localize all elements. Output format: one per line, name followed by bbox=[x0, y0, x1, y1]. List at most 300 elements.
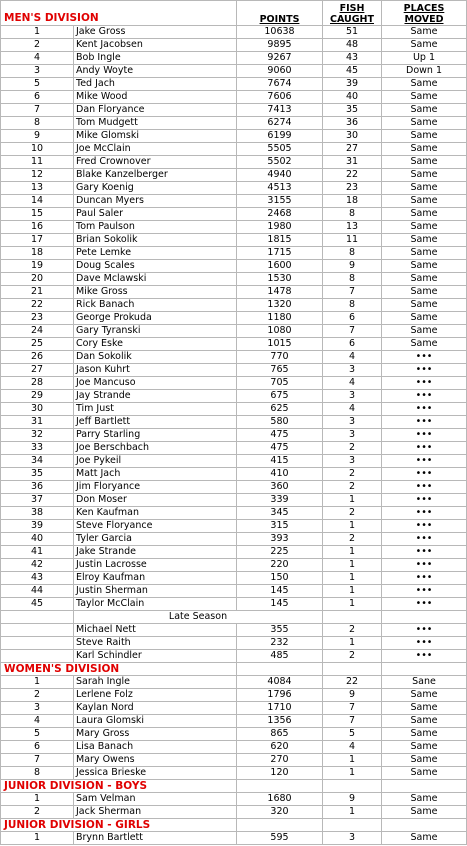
name-cell: Dan Floryance bbox=[74, 104, 237, 117]
rank-cell: 1 bbox=[1, 793, 74, 806]
points-cell: 865 bbox=[237, 728, 323, 741]
rank-cell: 4 bbox=[1, 715, 74, 728]
name-cell: Steve Floryance bbox=[74, 520, 237, 533]
table-row bbox=[1, 494, 467, 507]
table-row bbox=[1, 156, 467, 169]
points-cell: 1320 bbox=[237, 299, 323, 312]
fish-cell: 1 bbox=[323, 546, 382, 559]
late-season-row bbox=[1, 611, 467, 624]
points-cell: 120 bbox=[237, 767, 323, 780]
rank-cell: 6 bbox=[1, 741, 74, 754]
points-cell: 415 bbox=[237, 455, 323, 468]
fish-cell: 2 bbox=[323, 481, 382, 494]
empty-cell bbox=[323, 780, 382, 793]
rank-cell: 8 bbox=[1, 767, 74, 780]
points-cell: 4084 bbox=[237, 676, 323, 689]
fish-cell: 1 bbox=[323, 520, 382, 533]
name-cell: Mike Wood bbox=[74, 91, 237, 104]
points-cell: 150 bbox=[237, 572, 323, 585]
name-cell: Joe Mancuso bbox=[74, 377, 237, 390]
table-row bbox=[1, 624, 467, 637]
points-cell: 580 bbox=[237, 416, 323, 429]
name-cell: Jeff Bartlett bbox=[74, 416, 237, 429]
table-row bbox=[1, 442, 467, 455]
places-moved-cell: Same bbox=[382, 702, 467, 715]
places-moved-cell: ••• bbox=[382, 481, 467, 494]
rank-cell: 21 bbox=[1, 286, 74, 299]
points-cell: 475 bbox=[237, 442, 323, 455]
points-cell: 1015 bbox=[237, 338, 323, 351]
places-moved-cell: Same bbox=[382, 234, 467, 247]
rank-cell: 44 bbox=[1, 585, 74, 598]
table-row bbox=[1, 312, 467, 325]
places-moved-cell: ••• bbox=[382, 468, 467, 481]
header-row bbox=[1, 1, 467, 26]
fish-cell: 7 bbox=[323, 286, 382, 299]
fish-cell: 2 bbox=[323, 624, 382, 637]
places-moved-cell: ••• bbox=[382, 494, 467, 507]
table-row bbox=[1, 403, 467, 416]
fish-cell: 9 bbox=[323, 689, 382, 702]
name-cell: Mike Glomski bbox=[74, 130, 237, 143]
table-row bbox=[1, 650, 467, 663]
places-moved-cell: ••• bbox=[382, 442, 467, 455]
empty-cell bbox=[382, 819, 467, 832]
rank-cell: 10 bbox=[1, 143, 74, 156]
points-cell: 675 bbox=[237, 390, 323, 403]
table-row bbox=[1, 416, 467, 429]
table-row bbox=[1, 598, 467, 611]
rank-cell: 7 bbox=[1, 104, 74, 117]
points-cell: 355 bbox=[237, 624, 323, 637]
points-cell: 1600 bbox=[237, 260, 323, 273]
rank-cell bbox=[1, 637, 74, 650]
rank-cell: 39 bbox=[1, 520, 74, 533]
empty-cell bbox=[382, 663, 467, 676]
name-cell: Ken Kaufman bbox=[74, 507, 237, 520]
name-cell: Brynn Bartlett bbox=[74, 832, 237, 845]
section-title-mens: MEN'S DIVISION bbox=[1, 1, 237, 26]
table-row bbox=[1, 468, 467, 481]
places-moved-cell: Same bbox=[382, 156, 467, 169]
name-cell: Lisa Banach bbox=[74, 741, 237, 754]
points-cell: 3155 bbox=[237, 195, 323, 208]
places-moved-cell: ••• bbox=[382, 546, 467, 559]
rank-cell: 28 bbox=[1, 377, 74, 390]
points-cell: 5505 bbox=[237, 143, 323, 156]
rank-cell: 38 bbox=[1, 507, 74, 520]
rank-cell: 45 bbox=[1, 598, 74, 611]
empty-cell bbox=[323, 663, 382, 676]
points-cell: 1710 bbox=[237, 702, 323, 715]
places-moved-cell: ••• bbox=[382, 585, 467, 598]
fish-cell: 7 bbox=[323, 715, 382, 728]
name-cell: Don Moser bbox=[74, 494, 237, 507]
places-moved-cell: Same bbox=[382, 208, 467, 221]
places-moved-cell: Same bbox=[382, 325, 467, 338]
table-row bbox=[1, 104, 467, 117]
table-row bbox=[1, 520, 467, 533]
fish-cell: 7 bbox=[323, 325, 382, 338]
name-cell: Blake Kanzelberger bbox=[74, 169, 237, 182]
name-cell: Tom Paulson bbox=[74, 221, 237, 234]
name-cell: Parry Starling bbox=[74, 429, 237, 442]
section-title-junior-boys: JUNIOR DIVISION - BOYS bbox=[1, 780, 237, 793]
rank-cell: 5 bbox=[1, 728, 74, 741]
places-moved-cell: Same bbox=[382, 26, 467, 39]
table-row bbox=[1, 299, 467, 312]
points-cell: 2468 bbox=[237, 208, 323, 221]
points-cell: 9895 bbox=[237, 39, 323, 52]
rank-cell: 2 bbox=[1, 689, 74, 702]
name-cell: Duncan Myers bbox=[74, 195, 237, 208]
places-moved-cell: Same bbox=[382, 312, 467, 325]
table-row bbox=[1, 741, 467, 754]
rank-cell: 14 bbox=[1, 195, 74, 208]
name-cell: Dave Mclawski bbox=[74, 273, 237, 286]
points-cell: 270 bbox=[237, 754, 323, 767]
fish-cell: 8 bbox=[323, 208, 382, 221]
name-cell: Kent Jacobsen bbox=[74, 39, 237, 52]
name-cell: Gary Tyranski bbox=[74, 325, 237, 338]
name-cell: Mary Owens bbox=[74, 754, 237, 767]
table-row bbox=[1, 585, 467, 598]
table-row bbox=[1, 364, 467, 377]
places-moved-cell: ••• bbox=[382, 455, 467, 468]
places-moved-cell: ••• bbox=[382, 533, 467, 546]
places-moved-cell: Same bbox=[382, 78, 467, 91]
places-moved-cell: ••• bbox=[382, 377, 467, 390]
name-cell: Joe McClain bbox=[74, 143, 237, 156]
points-cell: 1180 bbox=[237, 312, 323, 325]
rank-cell: 42 bbox=[1, 559, 74, 572]
name-cell: Bob Ingle bbox=[74, 52, 237, 65]
fish-cell: 2 bbox=[323, 533, 382, 546]
name-cell: Steve Raith bbox=[74, 637, 237, 650]
section-header-row bbox=[1, 663, 467, 676]
points-cell: 765 bbox=[237, 364, 323, 377]
points-cell: 225 bbox=[237, 546, 323, 559]
fish-cell: 1 bbox=[323, 585, 382, 598]
places-moved-cell: Same bbox=[382, 91, 467, 104]
points-cell: 1715 bbox=[237, 247, 323, 260]
table-row bbox=[1, 221, 467, 234]
rank-cell: 27 bbox=[1, 364, 74, 377]
empty-cell bbox=[237, 663, 323, 676]
rank-cell: 34 bbox=[1, 455, 74, 468]
name-cell: Justin Lacrosse bbox=[74, 559, 237, 572]
rank-cell: 6 bbox=[1, 91, 74, 104]
fish-cell: 4 bbox=[323, 377, 382, 390]
table-row bbox=[1, 832, 467, 845]
rank-cell: 16 bbox=[1, 221, 74, 234]
header-fish-caught: FISH CAUGHT bbox=[323, 1, 382, 26]
fish-cell: 30 bbox=[323, 130, 382, 143]
section-title-junior-girls: JUNIOR DIVISION - GIRLS bbox=[1, 819, 237, 832]
rank-cell: 3 bbox=[1, 702, 74, 715]
name-cell: Elroy Kaufman bbox=[74, 572, 237, 585]
rank-cell: 26 bbox=[1, 351, 74, 364]
points-cell: 1680 bbox=[237, 793, 323, 806]
fish-cell: 5 bbox=[323, 728, 382, 741]
rank-cell: 30 bbox=[1, 403, 74, 416]
fish-cell: 9 bbox=[323, 793, 382, 806]
table-row bbox=[1, 247, 467, 260]
table-row bbox=[1, 234, 467, 247]
points-cell: 1080 bbox=[237, 325, 323, 338]
table-row bbox=[1, 39, 467, 52]
rank-cell: 35 bbox=[1, 468, 74, 481]
places-moved-cell: Same bbox=[382, 728, 467, 741]
places-moved-cell: Same bbox=[382, 806, 467, 819]
fish-cell: 18 bbox=[323, 195, 382, 208]
table-row bbox=[1, 260, 467, 273]
table-row bbox=[1, 26, 467, 39]
rank-cell: 7 bbox=[1, 754, 74, 767]
name-cell: Taylor McClain bbox=[74, 598, 237, 611]
name-cell: Tom Mudgett bbox=[74, 117, 237, 130]
places-moved-cell: Same bbox=[382, 182, 467, 195]
table-row bbox=[1, 143, 467, 156]
name-cell: Jake Gross bbox=[74, 26, 237, 39]
fish-cell: 22 bbox=[323, 676, 382, 689]
name-cell: Tyler Garcia bbox=[74, 533, 237, 546]
points-cell: 1980 bbox=[237, 221, 323, 234]
points-cell: 9267 bbox=[237, 52, 323, 65]
points-cell: 9060 bbox=[237, 65, 323, 78]
rank-cell: 11 bbox=[1, 156, 74, 169]
table-row bbox=[1, 728, 467, 741]
places-moved-cell: ••• bbox=[382, 364, 467, 377]
places-moved-cell: Same bbox=[382, 689, 467, 702]
empty-cell bbox=[237, 819, 323, 832]
table-row bbox=[1, 481, 467, 494]
fish-cell: 2 bbox=[323, 507, 382, 520]
places-moved-cell: Same bbox=[382, 338, 467, 351]
places-moved-cell: ••• bbox=[382, 351, 467, 364]
places-moved-cell: Same bbox=[382, 715, 467, 728]
rank-cell: 1 bbox=[1, 26, 74, 39]
fish-cell: 9 bbox=[323, 260, 382, 273]
table-row bbox=[1, 377, 467, 390]
rank-cell: 18 bbox=[1, 247, 74, 260]
rank-cell: 12 bbox=[1, 169, 74, 182]
table-row bbox=[1, 130, 467, 143]
places-moved-cell: Up 1 bbox=[382, 52, 467, 65]
name-cell: Fred Crownover bbox=[74, 156, 237, 169]
rank-cell: 37 bbox=[1, 494, 74, 507]
rank-cell: 41 bbox=[1, 546, 74, 559]
places-moved-cell: Sane bbox=[382, 676, 467, 689]
fish-cell: 8 bbox=[323, 299, 382, 312]
places-moved-cell: Same bbox=[382, 39, 467, 52]
name-cell: Ted Jach bbox=[74, 78, 237, 91]
places-moved-cell: ••• bbox=[382, 429, 467, 442]
rank-cell bbox=[1, 650, 74, 663]
fish-cell: 3 bbox=[323, 364, 382, 377]
places-moved-cell: Same bbox=[382, 169, 467, 182]
points-cell: 4940 bbox=[237, 169, 323, 182]
fish-cell: 35 bbox=[323, 104, 382, 117]
table-row bbox=[1, 169, 467, 182]
points-cell: 770 bbox=[237, 351, 323, 364]
rank-cell: 36 bbox=[1, 481, 74, 494]
rank-cell: 2 bbox=[1, 39, 74, 52]
table-row bbox=[1, 338, 467, 351]
fish-cell: 39 bbox=[323, 78, 382, 91]
places-moved-cell: Same bbox=[382, 286, 467, 299]
name-cell: Kaylan Nord bbox=[74, 702, 237, 715]
table-row bbox=[1, 689, 467, 702]
fish-cell: 8 bbox=[323, 247, 382, 260]
fish-cell: 48 bbox=[323, 39, 382, 52]
fish-cell: 1 bbox=[323, 598, 382, 611]
table-row bbox=[1, 273, 467, 286]
rank-cell: 3 bbox=[1, 65, 74, 78]
name-cell: Sarah Ingle bbox=[74, 676, 237, 689]
fish-cell: 2 bbox=[323, 650, 382, 663]
places-moved-cell: Same bbox=[382, 143, 467, 156]
points-cell: 320 bbox=[237, 806, 323, 819]
late-season-label: Late Season bbox=[74, 611, 323, 624]
name-cell: Joe Pykeil bbox=[74, 455, 237, 468]
places-moved-cell: ••• bbox=[382, 520, 467, 533]
points-cell: 7606 bbox=[237, 91, 323, 104]
rank-cell: 33 bbox=[1, 442, 74, 455]
rank-cell: 25 bbox=[1, 338, 74, 351]
points-cell: 625 bbox=[237, 403, 323, 416]
section-header-row bbox=[1, 819, 467, 832]
table-row bbox=[1, 793, 467, 806]
name-cell: Jim Floryance bbox=[74, 481, 237, 494]
points-cell: 4513 bbox=[237, 182, 323, 195]
table-row bbox=[1, 429, 467, 442]
name-cell: Paul Saler bbox=[74, 208, 237, 221]
fish-cell: 8 bbox=[323, 273, 382, 286]
name-cell: Laura Glomski bbox=[74, 715, 237, 728]
fish-cell: 4 bbox=[323, 403, 382, 416]
points-cell: 7413 bbox=[237, 104, 323, 117]
rank-cell: 19 bbox=[1, 260, 74, 273]
fish-cell: 1 bbox=[323, 767, 382, 780]
table-row bbox=[1, 676, 467, 689]
name-cell: Jason Kuhrt bbox=[74, 364, 237, 377]
rank-cell: 1 bbox=[1, 676, 74, 689]
places-moved-cell: Same bbox=[382, 195, 467, 208]
name-cell: Jake Strande bbox=[74, 546, 237, 559]
rank-cell: 29 bbox=[1, 390, 74, 403]
places-moved-cell: ••• bbox=[382, 507, 467, 520]
places-moved-cell: Same bbox=[382, 299, 467, 312]
name-cell: Mike Gross bbox=[74, 286, 237, 299]
name-cell: George Prokuda bbox=[74, 312, 237, 325]
table-row bbox=[1, 91, 467, 104]
points-cell: 705 bbox=[237, 377, 323, 390]
points-cell: 145 bbox=[237, 585, 323, 598]
points-cell: 7674 bbox=[237, 78, 323, 91]
table-row bbox=[1, 351, 467, 364]
points-cell: 339 bbox=[237, 494, 323, 507]
points-cell: 232 bbox=[237, 637, 323, 650]
table-row bbox=[1, 65, 467, 78]
fish-cell: 1 bbox=[323, 559, 382, 572]
places-moved-cell: ••• bbox=[382, 416, 467, 429]
points-cell: 6199 bbox=[237, 130, 323, 143]
name-cell: Pete Lemke bbox=[74, 247, 237, 260]
empty-cell bbox=[323, 611, 382, 624]
rank-cell: 31 bbox=[1, 416, 74, 429]
fish-cell: 40 bbox=[323, 91, 382, 104]
points-cell: 393 bbox=[237, 533, 323, 546]
points-cell: 345 bbox=[237, 507, 323, 520]
rank-cell bbox=[1, 624, 74, 637]
table-row bbox=[1, 182, 467, 195]
name-cell: Joe Berschbach bbox=[74, 442, 237, 455]
section-title-womens: WOMEN'S DIVISION bbox=[1, 663, 237, 676]
rank-cell: 22 bbox=[1, 299, 74, 312]
name-cell: Dan Sokolik bbox=[74, 351, 237, 364]
name-cell: Jack Sherman bbox=[74, 806, 237, 819]
fish-cell: 3 bbox=[323, 832, 382, 845]
places-moved-cell: Same bbox=[382, 793, 467, 806]
header-places-moved: PLACES MOVED bbox=[382, 1, 467, 26]
points-cell: 10638 bbox=[237, 26, 323, 39]
fish-cell: 2 bbox=[323, 442, 382, 455]
points-cell: 410 bbox=[237, 468, 323, 481]
header-points: POINTS bbox=[237, 1, 323, 26]
points-cell: 485 bbox=[237, 650, 323, 663]
rank-cell: 17 bbox=[1, 234, 74, 247]
fish-cell: 13 bbox=[323, 221, 382, 234]
points-cell: 1530 bbox=[237, 273, 323, 286]
places-moved-cell: ••• bbox=[382, 559, 467, 572]
places-moved-cell: Same bbox=[382, 273, 467, 286]
places-moved-cell: ••• bbox=[382, 598, 467, 611]
places-moved-cell: Same bbox=[382, 754, 467, 767]
table-row bbox=[1, 195, 467, 208]
fish-cell: 4 bbox=[323, 741, 382, 754]
name-cell: Andy Woyte bbox=[74, 65, 237, 78]
places-moved-cell: Same bbox=[382, 130, 467, 143]
name-cell: Michael Nett bbox=[74, 624, 237, 637]
fish-cell: 3 bbox=[323, 429, 382, 442]
name-cell: Justin Sherman bbox=[74, 585, 237, 598]
table-row bbox=[1, 559, 467, 572]
table-row bbox=[1, 325, 467, 338]
rank-cell: 43 bbox=[1, 572, 74, 585]
rank-cell: 23 bbox=[1, 312, 74, 325]
fish-cell: 1 bbox=[323, 572, 382, 585]
points-cell: 475 bbox=[237, 429, 323, 442]
table-row bbox=[1, 455, 467, 468]
empty-cell bbox=[382, 780, 467, 793]
table-row bbox=[1, 715, 467, 728]
places-moved-cell: Same bbox=[382, 247, 467, 260]
table-row bbox=[1, 390, 467, 403]
fish-cell: 3 bbox=[323, 390, 382, 403]
points-cell: 1815 bbox=[237, 234, 323, 247]
rank-cell: 13 bbox=[1, 182, 74, 195]
places-moved-cell: Same bbox=[382, 741, 467, 754]
fish-cell: 45 bbox=[323, 65, 382, 78]
points-cell: 620 bbox=[237, 741, 323, 754]
name-cell: Matt Jach bbox=[74, 468, 237, 481]
fish-cell: 6 bbox=[323, 312, 382, 325]
points-cell: 1478 bbox=[237, 286, 323, 299]
places-moved-cell: ••• bbox=[382, 637, 467, 650]
name-cell: Mary Gross bbox=[74, 728, 237, 741]
points-cell: 5502 bbox=[237, 156, 323, 169]
